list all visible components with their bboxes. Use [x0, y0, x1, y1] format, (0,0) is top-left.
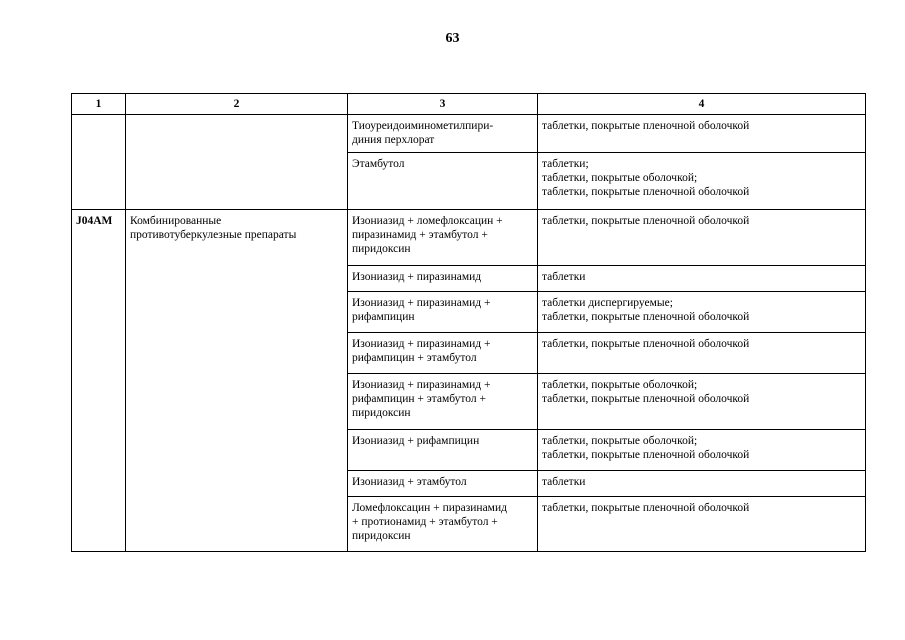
group-name-cell — [126, 153, 348, 210]
drug-name-cell — [348, 471, 538, 497]
dosage-form-cell — [538, 497, 866, 552]
drug-name-cell — [348, 333, 538, 374]
drug-name-line: Изониазид + пиразинамид + — [352, 297, 491, 309]
table-row — [72, 333, 866, 374]
drug-name-line: рифампицин + этамбутол — [352, 352, 477, 364]
atc-code-cell — [72, 266, 126, 292]
table-body — [72, 115, 866, 552]
dosage-form-cell — [538, 210, 866, 266]
dosage-form-cell — [538, 153, 866, 210]
dosage-form-line: таблетки, покрытые оболочкой; — [542, 172, 698, 184]
group-name-line: противотуберкулезные препараты — [130, 229, 297, 241]
table-row — [72, 153, 866, 210]
atc-code-cell — [72, 430, 126, 471]
drug-name-cell — [348, 210, 538, 266]
drug-name-cell — [348, 292, 538, 333]
dosage-form-line: таблетки, покрытые пленочной оболочкой — [542, 215, 750, 227]
column-header: 2 — [126, 94, 348, 115]
dosage-form-cell — [538, 374, 866, 430]
drug-name-line: Изониазид + пиразинамид + — [352, 338, 491, 350]
drug-name-cell — [348, 430, 538, 471]
atc-code-cell — [72, 471, 126, 497]
group-name-cell — [126, 115, 348, 153]
dosage-form-cell — [538, 292, 866, 333]
group-name-line: Комбинированные — [130, 215, 222, 227]
dosage-form-line: таблетки, покрытые пленочной оболочкой — [542, 502, 750, 514]
drug-name-line: Ломефлоксацин + пиразинамид — [352, 502, 507, 514]
drug-name-line: пиридоксин — [352, 407, 411, 419]
table-row — [72, 430, 866, 471]
atc-code: J04AM — [76, 215, 113, 227]
dosage-form-cell — [538, 115, 866, 153]
dosage-form-cell — [538, 471, 866, 497]
table-row — [72, 115, 866, 153]
drug-name-cell — [348, 115, 538, 153]
dosage-form-line: таблетки, покрытые пленочной оболочкой — [542, 186, 750, 198]
drug-name-line: Изониазид + рифампицин — [352, 435, 480, 447]
atc-code-cell — [72, 333, 126, 374]
group-name-cell — [126, 471, 348, 497]
atc-code-cell — [72, 210, 126, 266]
drug-name-line: Изониазид + пиразинамид — [352, 271, 482, 283]
dosage-form-line: таблетки; — [542, 158, 589, 170]
atc-code-cell — [72, 374, 126, 430]
table-row — [72, 374, 866, 430]
dosage-form-cell — [538, 430, 866, 471]
atc-code-cell — [72, 115, 126, 153]
drug-name-line: Тиоуреидоиминометилпири- — [352, 120, 494, 132]
drug-name-cell — [348, 374, 538, 430]
drug-name-line: пиридоксин — [352, 243, 411, 255]
header-row — [72, 94, 866, 115]
group-name-cell — [126, 292, 348, 333]
table-row — [72, 292, 866, 333]
group-name-cell — [126, 266, 348, 292]
table-row — [72, 471, 866, 497]
dosage-form-line: таблетки — [542, 271, 586, 283]
drug-name-line: Изониазид + ломефлоксацин + — [352, 215, 503, 227]
column-header: 4 — [538, 94, 866, 115]
drug-name-line: рифампицин + этамбутол + — [352, 393, 486, 405]
dosage-form-line: таблетки, покрытые оболочкой; — [542, 379, 698, 391]
group-name-cell — [126, 374, 348, 430]
group-name-cell — [126, 497, 348, 552]
table-row — [72, 497, 866, 552]
atc-code-cell — [72, 153, 126, 210]
table-row — [72, 210, 866, 266]
dosage-form-line: таблетки диспергируемые; — [542, 297, 673, 309]
atc-code-cell — [72, 497, 126, 552]
drug-name-line: Этамбутол — [352, 158, 405, 170]
column-header: 3 — [348, 94, 538, 115]
group-name-cell — [126, 333, 348, 374]
drug-name-cell — [348, 497, 538, 552]
dosage-form-line: таблетки, покрытые пленочной оболочкой — [542, 120, 750, 132]
dosage-form-line: таблетки, покрытые пленочной оболочкой — [542, 449, 750, 461]
drug-name-line: + протионамид + этамбутол + — [352, 516, 498, 528]
dosage-form-line: таблетки, покрытые пленочной оболочкой — [542, 311, 750, 323]
drug-name-line: Изониазид + пиразинамид + — [352, 379, 491, 391]
group-name-cell — [126, 210, 348, 266]
drug-name-line: диния перхлорат — [352, 134, 435, 146]
drug-name-line: пиразинамид + этамбутол + — [352, 229, 488, 241]
dosage-form-line: таблетки — [542, 476, 586, 488]
column-header: 1 — [72, 94, 126, 115]
table-row — [72, 266, 866, 292]
atc-code-cell — [72, 292, 126, 333]
drug-name-line: Изониазид + этамбутол — [352, 476, 467, 488]
group-name-cell — [126, 430, 348, 471]
drug-name-cell — [348, 266, 538, 292]
drug-name-cell — [348, 153, 538, 210]
drug-name-line: рифампицин — [352, 311, 415, 323]
drug-name-line: пиридоксин — [352, 530, 411, 542]
dosage-form-cell — [538, 333, 866, 374]
medication-table — [71, 93, 866, 552]
dosage-form-line: таблетки, покрытые оболочкой; — [542, 435, 698, 447]
page-number: 63 — [445, 31, 460, 46]
dosage-form-line: таблетки, покрытые пленочной оболочкой — [542, 338, 750, 350]
dosage-form-cell — [538, 266, 866, 292]
dosage-form-line: таблетки, покрытые пленочной оболочкой — [542, 393, 750, 405]
